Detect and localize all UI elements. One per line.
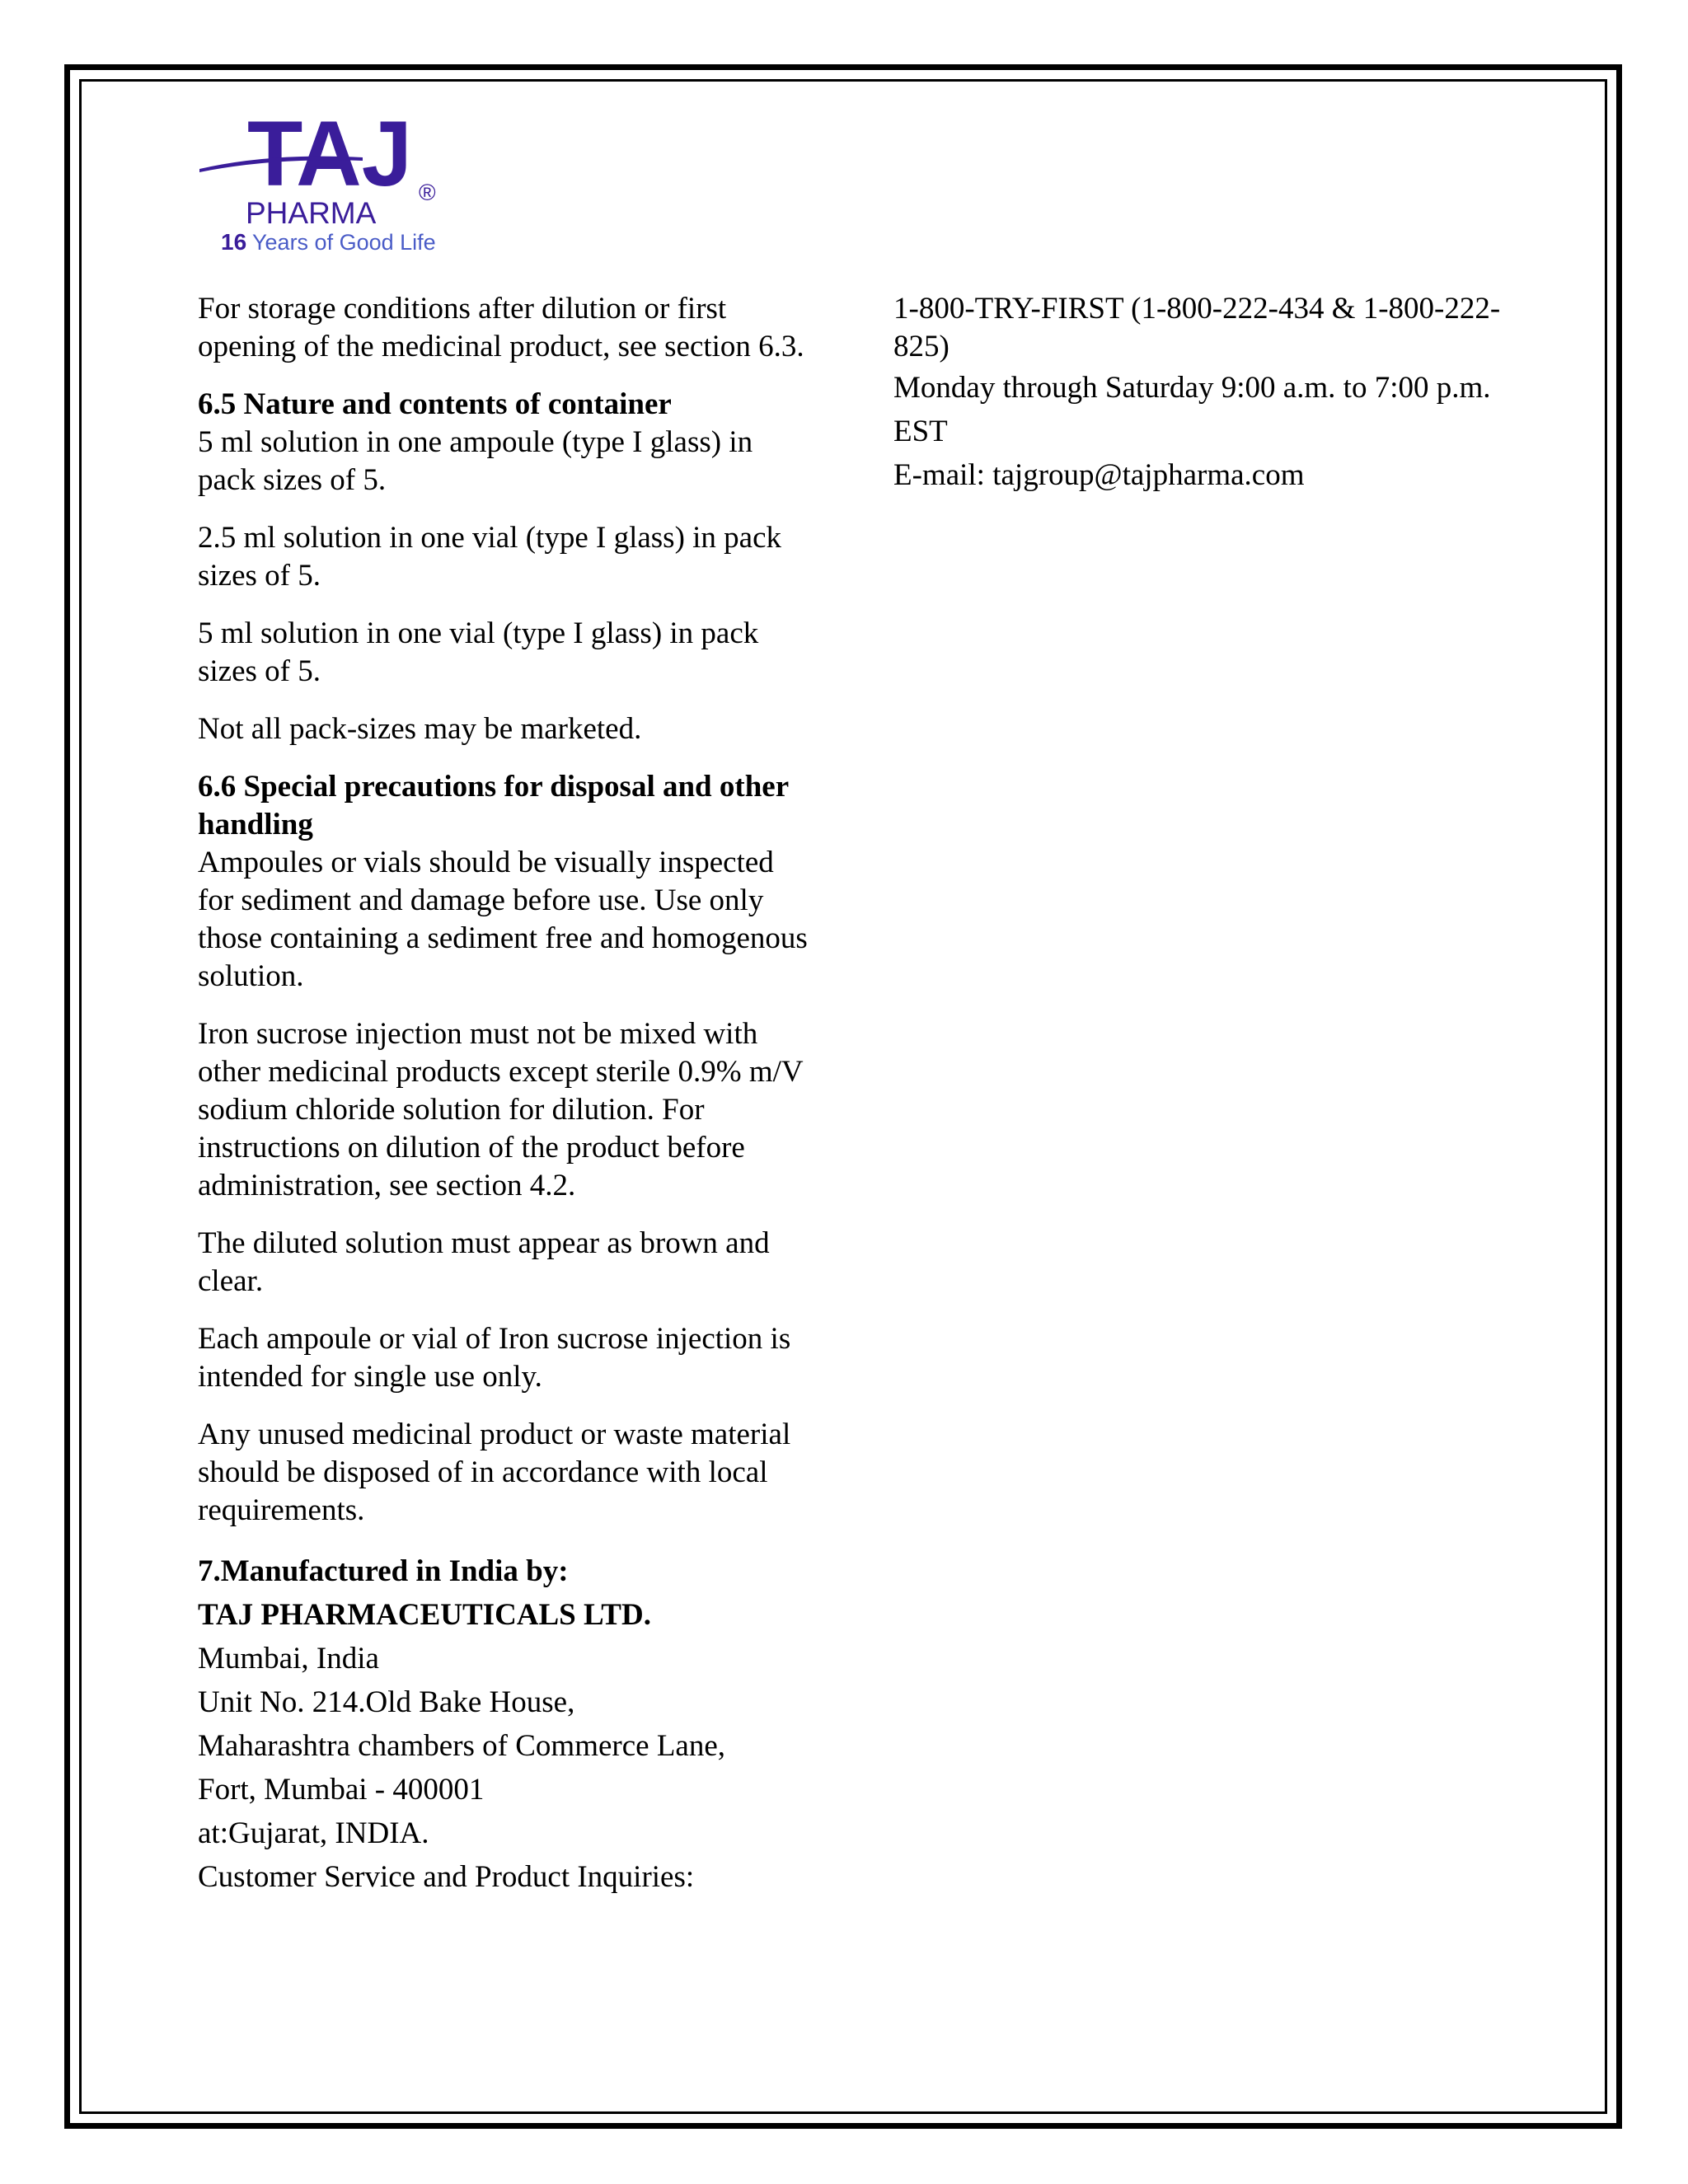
- paragraph: 5 ml solution in one ampoule (type I glass) in pack sizes of 5.: [198, 425, 753, 497]
- section-7-heading: 7.Manufactured in India by:: [198, 1554, 569, 1588]
- paragraph: Not all pack-sizes may be marketed.: [198, 712, 642, 746]
- customer-service-label: Customer Service and Product Inquiries:: [198, 1860, 695, 1894]
- registered-mark: ®: [419, 180, 436, 205]
- taj-pharma-logo: [198, 103, 470, 251]
- logo-tagline-text: Years of Good Life: [252, 230, 436, 251]
- section-6-6-heading: 6.6 Special precautions for disposal and other handling: [198, 770, 789, 841]
- section-6-5-heading: 6.5 Nature and contents of container: [198, 387, 672, 421]
- company-name: TAJ PHARMACEUTICALS LTD.: [198, 1598, 651, 1632]
- logo-letters: TAJ: [247, 103, 412, 205]
- address-line: Fort, Mumbai - 400001: [198, 1773, 485, 1807]
- paragraph: Each ampoule or vial of Iron sucrose injection is intended for single use only.: [198, 1322, 791, 1394]
- storage-note: For storage conditions after dilution or first opening of the medicinal product, see section 6.3.: [198, 292, 804, 363]
- left-column: [198, 290, 808, 1899]
- paragraph: Iron sucrose injection must not be mixed with other medicinal products except sterile 0.9% m/V sodium chloride solution for dilution. For instructions on dilution of the product before administration, see section 4.2.: [198, 1017, 803, 1202]
- right-column: [893, 290, 1520, 497]
- section-7-manufacturer: [198, 1549, 808, 1899]
- paragraph: Ampoules or vials should be visually inspected for sediment and damage before use. Use only those containing a sediment free and homogenous solution.: [198, 846, 808, 993]
- paragraph: 2.5 ml solution in one vial (type I glass) in pack sizes of 5.: [198, 521, 782, 593]
- paragraph: The diluted solution must appear as brown and clear.: [198, 1226, 770, 1298]
- logo-word: PHARMA: [246, 196, 377, 230]
- address-line: at:Gujarat, INDIA.: [198, 1816, 429, 1850]
- logo-tagline-number: 16: [221, 229, 247, 251]
- section-6-5: [198, 386, 808, 748]
- address-line: Maharashtra chambers of Commerce Lane,: [198, 1729, 726, 1763]
- service-hours: Monday through Saturday 9:00 a.m. to 7:00 p.m. EST: [893, 371, 1491, 448]
- paragraph: Any unused medicinal product or waste material should be disposed of in accordance with local requirements.: [198, 1418, 791, 1527]
- address-line: Unit No. 214.Old Bake House,: [198, 1685, 575, 1719]
- section-6-6: [198, 768, 808, 1530]
- address-line: Mumbai, India: [198, 1642, 379, 1675]
- contact-email: E-mail: tajgroup@tajpharma.com: [893, 458, 1305, 492]
- phone-numbers: 1-800-TRY-FIRST (1-800-222-434 & 1-800-222-825): [893, 292, 1501, 363]
- paragraph: 5 ml solution in one vial (type I glass) in pack sizes of 5.: [198, 616, 759, 688]
